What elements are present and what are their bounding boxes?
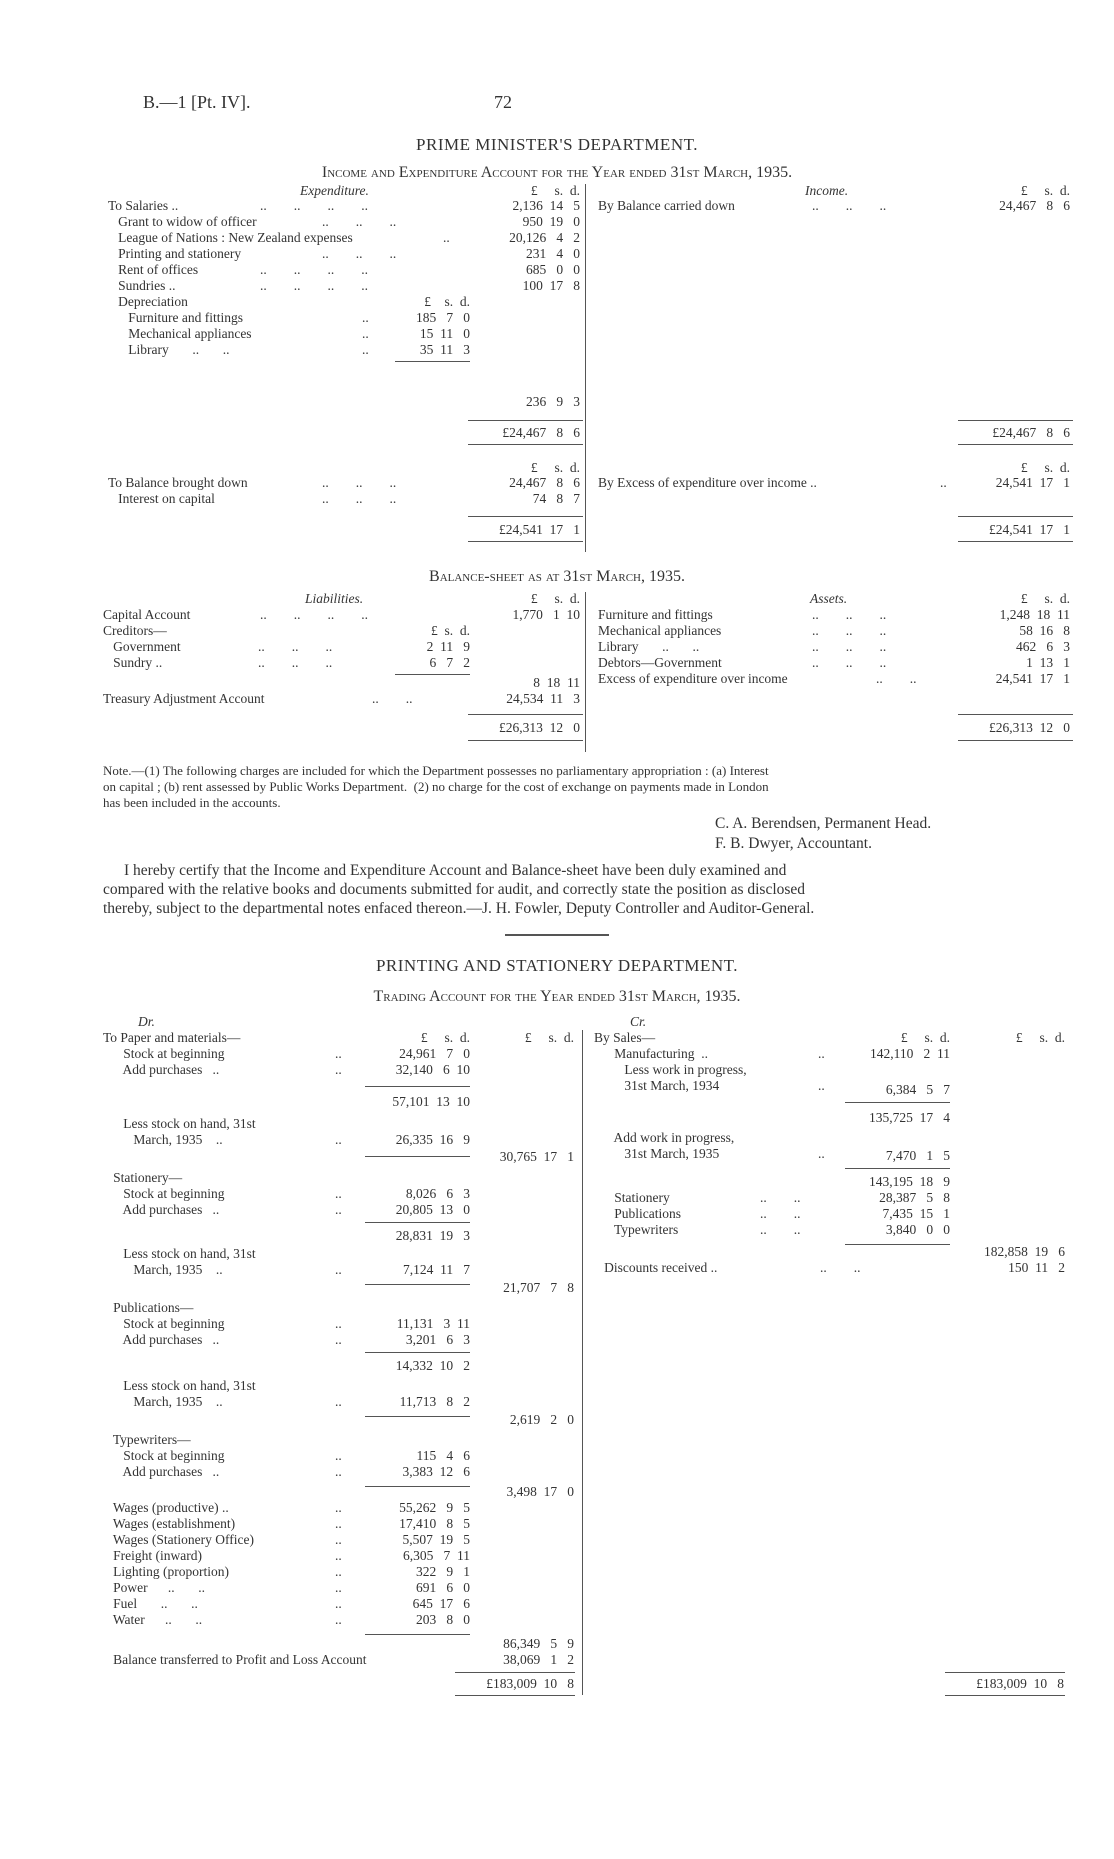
less-stock-label: Less stock on hand, 31st: [103, 1246, 256, 1261]
psd-lsd-3: £ s. d.: [900, 1030, 950, 1045]
less-stock-label: Less stock on hand, 31st: [103, 1116, 256, 1131]
pm-lsd: £ s. d.: [530, 183, 580, 198]
less-stock-label-2: March, 1935 ..: [103, 1262, 223, 1277]
treasury-dots: .. ..: [372, 691, 413, 706]
wage-amount: 691 6 0: [416, 1580, 470, 1595]
exp-amount: 100 17 8: [522, 278, 580, 293]
cr-item-amount: 28,387 5 8: [879, 1190, 950, 1205]
wage-amount: 6,305 7 11: [403, 1548, 470, 1563]
manuf-amount: 142,110 2 11: [870, 1046, 950, 1061]
wage-label: Wages (productive) ..: [103, 1500, 229, 1515]
less-stock-amount: 7,124 11 7: [403, 1262, 470, 1277]
exp-amount: 231 4 0: [526, 246, 580, 261]
signature-accountant: F. B. Dwyer, Accountant.: [715, 835, 872, 852]
b2-label: Interest on capital: [108, 491, 215, 506]
exp-dots: ..: [443, 230, 450, 245]
page-ref: B.—1 [Pt. IV].: [143, 92, 251, 112]
exp-amount: 950 19 0: [522, 214, 580, 229]
bs-assets-total: £26,313 12 0: [989, 720, 1070, 735]
dr-total: £183,009 10 8: [486, 1676, 574, 1691]
purch-amount: 20,805 13 0: [395, 1202, 470, 1217]
wage-label: Water .. ..: [103, 1612, 203, 1627]
inc-dots: .. .. ..: [812, 198, 887, 213]
wage-amount: 203 8 0: [416, 1612, 470, 1627]
dep-lsd: £ s. d.: [424, 294, 470, 309]
wage-label: Wages (establishment): [103, 1516, 236, 1531]
manuf-label: Manufacturing ..: [594, 1046, 708, 1061]
wage-label: Power .. ..: [103, 1580, 205, 1595]
asset-label: Excess of expenditure over income: [598, 671, 788, 686]
exp-dots: .. .. ..: [322, 246, 397, 261]
stock-label: Stock at beginning: [103, 1186, 225, 1201]
cr-total: £183,009 10 8: [976, 1676, 1064, 1691]
cert-line: thereby, subject to the departmental notes enfaced thereon.—J. H. Fowler, Deputy Controller and Auditor-General.: [103, 900, 815, 917]
less-stock-label-2: March, 1935 ..: [103, 1394, 223, 1409]
less-stock-label-2: March, 1935 ..: [103, 1132, 223, 1147]
purch-amount: 3,201 6 3: [405, 1332, 470, 1347]
dep-label: Furniture and fittings: [108, 310, 243, 325]
psd-lsd-2: £ s. d.: [524, 1030, 574, 1045]
exp-dots: .. .. ..: [322, 214, 397, 229]
wage-amount: 5,507 19 5: [402, 1532, 470, 1547]
sub-amount: 14,332 10 2: [395, 1358, 470, 1373]
asset-amount: 1 13 1: [1026, 655, 1070, 670]
pm-inc-total: £24,467 8 6: [992, 425, 1070, 440]
cred-dots: .. .. ..: [258, 639, 333, 654]
exp-label: To Salaries ..: [108, 198, 179, 213]
b2-left-total: £24,541 17 1: [499, 522, 580, 537]
exp-label: Grant to widow of officer: [108, 214, 257, 229]
pub-net: 2,619 2 0: [509, 1412, 574, 1427]
pm-inc-lsd: £ s. d.: [1020, 183, 1070, 198]
paper-head: To Paper and materials—: [103, 1030, 241, 1045]
capital-amount: 1,770 1 10: [512, 607, 580, 622]
less-wip-label: Less work in progress,: [594, 1062, 747, 1077]
asset-dots: .. .. ..: [812, 655, 887, 670]
psd-lsd-1: £ s. d.: [420, 1030, 470, 1045]
note-line: has been included in the accounts.: [103, 795, 281, 810]
typ-head: Typewriters—: [103, 1432, 191, 1447]
b2-lsd-right: £ s. d.: [1020, 460, 1070, 475]
stock-amount: 8,026 6 3: [405, 1186, 470, 1201]
disc-amount: 150 11 2: [1008, 1260, 1065, 1275]
inc-amount: 24,467 8 6: [999, 198, 1070, 213]
cred-lsd: £ s. d.: [430, 623, 470, 638]
exp-amount: 20,126 4 2: [509, 230, 580, 245]
sub2-amount: 143,195 18 9: [869, 1174, 950, 1189]
sales-total: 182,858 19 6: [984, 1244, 1065, 1259]
stock-amount: 24,961 7 0: [399, 1046, 470, 1061]
stock-label: Stock at beginning: [103, 1448, 225, 1463]
b2-right-label: By Excess of expenditure over income ..: [598, 475, 817, 490]
cr-item-label: Publications: [594, 1206, 681, 1221]
b2-dots: .. .. ..: [322, 475, 397, 490]
bs-liab-total: £26,313 12 0: [499, 720, 580, 735]
page-number: 72: [494, 92, 512, 112]
purch-label: Add purchases ..: [103, 1332, 220, 1347]
stock-label: Stock at beginning: [103, 1316, 225, 1331]
paper-net: 30,765 17 1: [499, 1149, 574, 1164]
bs-lsd: £ s. d.: [530, 591, 580, 606]
exp-dots: .. .. .. ..: [260, 262, 368, 277]
asset-amount: 462 6 3: [1016, 639, 1070, 654]
note-line: Note.—(1) The following charges are included for which the Department possesses no parliamentary appropriation : (a) Interest: [103, 763, 769, 778]
pm-title: PRIME MINISTER'S DEPARTMENT.: [416, 135, 698, 154]
purch-label: Add purchases ..: [103, 1202, 220, 1217]
less-wip-amount: 6,384 5 7: [885, 1082, 950, 1097]
purch-amount: 3,383 12 6: [402, 1464, 470, 1479]
asset-amount: 1,248 18 11: [999, 607, 1070, 622]
dep-amount: 35 11 3: [419, 342, 470, 357]
inc-item: By Balance carried down: [598, 198, 735, 213]
less-wip-label-2: 31st March, 1934: [594, 1078, 720, 1093]
sub1-amount: 135,725 17 4: [869, 1110, 950, 1125]
b2-right-total: £24,541 17 1: [989, 522, 1070, 537]
less-stock-amount: 26,335 16 9: [395, 1132, 470, 1147]
signature-head: C. A. Berendsen, Permanent Head.: [715, 815, 932, 832]
exp-amount: 685 0 0: [526, 262, 580, 277]
cr-item-amount: 3,840 0 0: [885, 1222, 950, 1237]
sub-amount: 57,101 13 10: [392, 1094, 470, 1109]
b2-amount: 24,467 8 6: [509, 475, 580, 490]
pm-subtitle: Income and Expenditure Account for the Year ended 31st March, 1935.: [321, 164, 793, 181]
cr-item-label: Typewriters: [594, 1222, 679, 1237]
section-divider: [505, 934, 609, 936]
b2-right-amount: 24,541 17 1: [995, 475, 1070, 490]
creditors-label: Creditors—: [103, 623, 167, 638]
dep-label: Library .. ..: [108, 342, 230, 357]
asset-dots: .. ..: [876, 671, 917, 686]
exp-amount: 2,136 14 5: [512, 198, 580, 213]
stock-amount: 11,131 3 11: [396, 1316, 470, 1331]
psd-title: PRINTING AND STATIONERY DEPARTMENT.: [375, 956, 739, 975]
asset-amount: 24,541 17 1: [995, 671, 1070, 686]
asset-label: Furniture and fittings: [598, 607, 713, 622]
pm-inc-heading: Income.: [805, 183, 849, 198]
asset-label: Library .. ..: [598, 639, 700, 654]
wage-amount: 55,262 9 5: [399, 1500, 470, 1515]
wage-amount: 17,410 8 5: [399, 1516, 470, 1531]
asset-label: Mechanical appliances: [598, 623, 722, 638]
exp-dots: .. .. .. ..: [260, 278, 368, 293]
cr-label: Cr.: [630, 1014, 647, 1029]
add-wip-amount: 7,470 1 5: [885, 1148, 950, 1163]
add-wip-label: Add work in progress,: [594, 1130, 735, 1145]
psd-lsd-4: £ s. d.: [1015, 1030, 1065, 1045]
dep-total: 236 9 3: [526, 394, 580, 409]
psd-subtitle: Trading Account for the Year ended 31st March, 1935.: [373, 988, 741, 1005]
bs-lsd-right: £ s. d.: [1020, 591, 1070, 606]
cred-label: Sundry ..: [103, 655, 163, 670]
exp-dots: .. .. .. ..: [260, 198, 368, 213]
bs-liab-heading: Liabilities.: [305, 591, 364, 606]
cred-dots: .. .. ..: [258, 655, 333, 670]
less-stock-label: Less stock on hand, 31st: [103, 1378, 256, 1393]
asset-dots: .. .. ..: [812, 623, 887, 638]
wage-amount: 645 17 6: [412, 1596, 470, 1611]
b2-dots: .. .. ..: [322, 491, 397, 506]
treasury-label: Treasury Adjustment Account: [103, 691, 265, 706]
asset-dots: .. .. ..: [812, 607, 887, 622]
balance-label: Balance transferred to Profit and Loss Account: [103, 1652, 367, 1667]
dep-amount: 185 7 0: [416, 310, 470, 325]
capital-dots: .. .. .. ..: [260, 607, 368, 622]
treasury-amount: 24,534 11 3: [506, 691, 580, 706]
exp-label: Rent of offices: [108, 262, 199, 277]
pm-exp-total: £24,467 8 6: [502, 425, 580, 440]
cred-amount: 2 11 9: [426, 639, 470, 654]
wage-label: Lighting (proportion): [103, 1564, 229, 1579]
wage-label: Fuel .. ..: [103, 1596, 198, 1611]
cred-amount: 6 7 2: [429, 655, 470, 670]
capital-label: Capital Account: [103, 607, 191, 622]
purch-label: Add purchases ..: [103, 1464, 220, 1479]
wages-total: 86,349 5 9: [503, 1636, 574, 1651]
purch-amount: 32,140 6 10: [395, 1062, 470, 1077]
dep-label: Depreciation: [108, 294, 188, 309]
cert-line: I hereby certify that the Income and Expenditure Account and Balance-sheet have been duly examined and: [124, 862, 787, 879]
dep-amount: 15 11 0: [419, 326, 470, 341]
disc-label: Discounts received ..: [594, 1260, 718, 1275]
b2-amount: 74 8 7: [532, 491, 580, 506]
wage-amount: 322 9 1: [416, 1564, 470, 1579]
cr-item-label: Stationery: [594, 1190, 670, 1205]
cr-item-amount: 7,435 15 1: [882, 1206, 950, 1221]
purch-label: Add purchases ..: [103, 1062, 220, 1077]
exp-label: Sundries ..: [108, 278, 176, 293]
less-stock-amount: 11,713 8 2: [399, 1394, 470, 1409]
cred-label: Government: [103, 639, 181, 654]
add-wip-label-2: 31st March, 1935: [594, 1146, 720, 1161]
exp-label: Printing and stationery: [108, 246, 242, 261]
typ-net: 3,498 17 0: [506, 1484, 574, 1499]
note-line: on capital ; (b) rent assessed by Public Works Department. (2) no charge for the cost of exchange on payments made in London: [103, 779, 769, 794]
stat-net: 21,707 7 8: [503, 1280, 574, 1295]
bs-title: Balance-sheet as at 31st March, 1935.: [429, 568, 685, 585]
bs-assets-heading: Assets.: [810, 591, 848, 606]
stock-amount: 115 4 6: [416, 1448, 470, 1463]
balance-amount: 38,069 1 2: [503, 1652, 574, 1667]
exp-label: League of Nations : New Zealand expenses: [108, 230, 353, 245]
stat-head: Stationery—: [103, 1170, 183, 1185]
pm-exp-heading: Expenditure.: [300, 183, 369, 198]
stock-label: Stock at beginning: [103, 1046, 225, 1061]
cert-line: compared with the relative books and documents submitted for audit, and correctly state the position as disclosed: [103, 881, 806, 898]
dep-label: Mechanical appliances: [108, 326, 252, 341]
wage-label: Freight (inward): [103, 1548, 202, 1563]
pub-head: Publications—: [103, 1300, 194, 1315]
asset-amount: 58 16 8: [1019, 623, 1070, 638]
b2-lsd: £ s. d.: [530, 460, 580, 475]
sub-amount: 28,831 19 3: [395, 1228, 470, 1243]
cred-total: 8 18 11: [533, 675, 580, 690]
sales-head: By Sales—: [594, 1030, 656, 1045]
asset-label: Debtors—Government: [598, 655, 722, 670]
b2-label: To Balance brought down: [108, 475, 248, 490]
wage-label: Wages (Stationery Office): [103, 1532, 254, 1547]
asset-dots: .. .. ..: [812, 639, 887, 654]
dr-label: Dr.: [138, 1014, 155, 1029]
